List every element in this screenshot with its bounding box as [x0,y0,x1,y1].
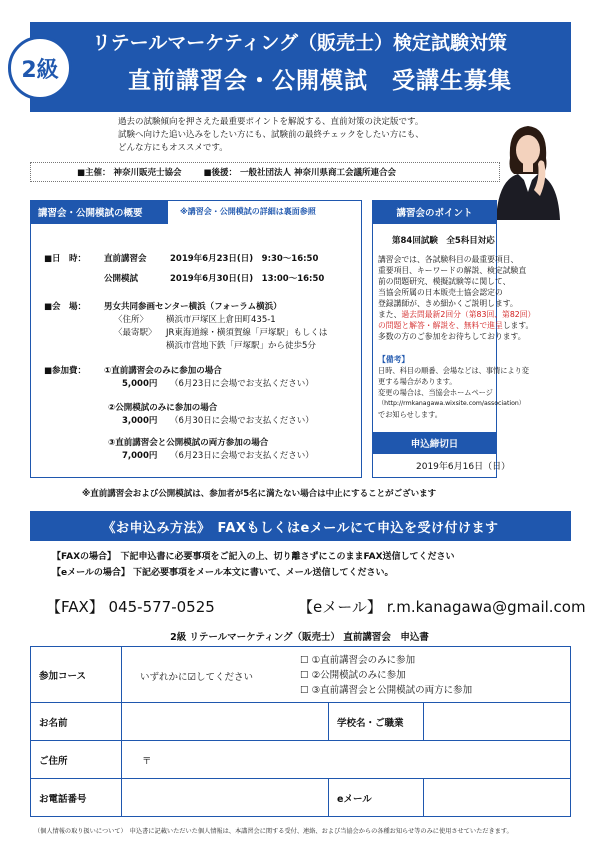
organizers-row [30,162,500,182]
date-label: ■日 時： [44,254,87,264]
date-row-2-name: 公開模試 [104,274,139,284]
also-red-1: 過去問最新2回分（第83回、第82回） [401,310,536,319]
email-field[interactable] [424,779,571,817]
fee-label: ■参加費： [44,366,87,376]
email-address[interactable]: 【eメール】 r.m.kanagawa@gmail.com [298,598,586,616]
school-label: 学校名・ご職業 [329,703,424,741]
points-exam: 第84回試験 全5科目対応 [392,236,495,246]
application-form [30,646,571,817]
phone-field[interactable] [122,779,329,817]
apply-email-text: 【eメールの場合】 下記必要事項をメール本文に書いて、メール送信してください。 [52,568,394,578]
fee-note-2: （6月30日に会場でお支払ください） [170,416,314,426]
deadline-date: 2019年6月16日（日） [416,462,511,472]
privacy-footer: （個人情報の取り扱いについて） 申込書に記載いただいた個人情報は、本講習会に関する受付、連絡、および当協会からの各種お知らせ等のみに使用させていただきます。 [34,828,513,835]
points-body-5: 登録講師が、きめ細かくご説明します。 [378,299,518,308]
phone-label: お電話番号 [31,779,122,817]
date-row-1-name: 直前講習会 [104,254,147,264]
intro-line-2: 試験へ向けた追い込みをしたい方にも、試験前の最終チェックをしたい方にも、 [118,130,424,140]
checkbox-icon[interactable]: ☐ [300,685,309,696]
form-title: 2級 リテールマーケティング（販売士） 直前講習会 申込書 [170,632,429,643]
fee-note-3: （6月23日に会場でお支払ください） [170,451,314,461]
fee-price-1: 5,000円 [122,379,158,389]
course-instruction: いずれかに☑してください [140,672,254,683]
course-label: 参加コース [31,647,122,703]
deadline-heading: 申込締切日 [372,432,497,454]
fee-price-2: 3,000円 [122,416,158,426]
host-text: ■主催： 神奈川販売士協会 [77,168,182,178]
name-field[interactable] [122,703,329,741]
fee-option-1: ①直前講習会のみに参加の場合 [104,366,222,376]
remarks-1: 日時、科目の順番、会場などは、事情により変 [378,366,529,375]
address-label: ご住所 [31,741,122,779]
course-option-3[interactable] [300,683,472,698]
email-label: eメール [329,779,424,817]
cancel-note: ※直前講習会および公開模試は、参加者が5名に満たない場合は中止にすることがございます [82,489,437,499]
also-prefix: また、 [378,310,402,319]
venue-label: ■会 場： [44,302,87,312]
points-also-line-1 [378,309,535,320]
points-heading: 講習会のポイント [372,200,497,224]
checkbox-icon[interactable]: ☐ [300,670,309,681]
points-bring: 多数の方のご参加をお待ちしております。 [378,332,526,341]
checkbox-icon[interactable]: ☐ [300,655,309,666]
venue-station-2: 横浜市営地下鉄「戸塚駅」から徒歩5分 [166,341,316,351]
postal-mark: 〒 [142,755,152,767]
address-field[interactable] [122,741,571,779]
also-red-2: の問題と解答・解説を、無料で進呈 [378,321,503,330]
venue-name: 男女共同参画センター横浜（フォーラム横浜） [104,302,282,312]
points-body-4: 当協会所属の日本販売士協会認定の [378,288,503,297]
remarks-5: でお知らせします。 [378,410,442,419]
intro-line-1: 過去の試験傾向を押さえた最重要ポイントを解説する、直前対策の決定版です。 [118,117,424,127]
overview-heading: 講習会・公開模試の概要 [30,200,168,224]
venue-station-1: JR東海道線・横須賀線「戸塚駅」もしくは [166,328,328,338]
fax-number[interactable]: 【FAX】 045-577-0525 [46,598,215,616]
apply-fax-text: 【FAXの場合】 下記申込書に必要事項をご記入の上、切り離さずにこのままFAX送信してください [52,552,455,562]
fee-note-1: （6月23日に会場でお支払ください） [170,379,314,389]
remarks-3: 変更の場合は、当協会ホームページ [378,388,493,397]
course-option-3-label: ③直前講習会と公開模試の両方に参加 [311,685,473,696]
apply-method-bar: 《お申込み方法》 FAXもしくはeメールにて申込を受け付けます [30,511,571,541]
businesswoman-illustration [488,118,568,220]
venue-station-label: 〈最寄駅〉 [114,328,157,338]
venue-address-label: 〈住所〉 [114,315,149,325]
fee-price-3: 7,000円 [122,451,158,461]
school-field[interactable] [424,703,571,741]
venue-address: 横浜市戸塚区上倉田町435-1 [166,315,276,325]
points-body-2: 重要項目、キーワードの解説、検定試験直 [378,266,527,275]
points-body-3: 前の問題研究、模擬試験等に関して、 [378,277,511,286]
intro-line-3: どんな方にもオススメです。 [118,143,228,153]
overview-note: ※講習会・公開模試の詳細は裏面参照 [180,207,316,216]
name-label: お名前 [31,703,122,741]
support-text: ■後援： 一般社団法人 神奈川県商工会議所連合会 [203,168,396,178]
points-also-line-2 [378,320,533,331]
date-row-1-value: 2019年6月23日(日) 9:30～16:50 [170,254,319,264]
remarks-2: 更する場合があります。 [378,377,457,386]
title-line-2: 直前講習会・公開模試 受講生募集 [128,68,512,94]
course-option-2-label: ②公開模試のみに参加 [311,670,406,681]
fee-option-2: ②公開模試のみに参加の場合 [108,403,218,413]
course-option-1-label: ①直前講習会のみに参加 [311,655,416,666]
grade-badge: 2級 [8,36,72,100]
course-option-1[interactable] [300,653,472,668]
remarks-4: （http://rmkanagawa.wixsite.com/association） [378,400,525,407]
title-line-1: リテールマーケティング（販売士）検定試験対策 [92,32,507,54]
points-body-1: 講習会では、各試験科目の最重要項目、 [378,255,519,264]
also-suffix: します。 [502,321,534,330]
course-option-2[interactable] [300,668,472,683]
remarks-heading: 【備考】 [378,355,410,364]
overview-box [30,200,362,478]
date-row-2-value: 2019年6月30日(日) 13:00～16:50 [170,274,325,284]
fee-option-3: ③直前講習会と公開模試の両方参加の場合 [108,438,269,448]
